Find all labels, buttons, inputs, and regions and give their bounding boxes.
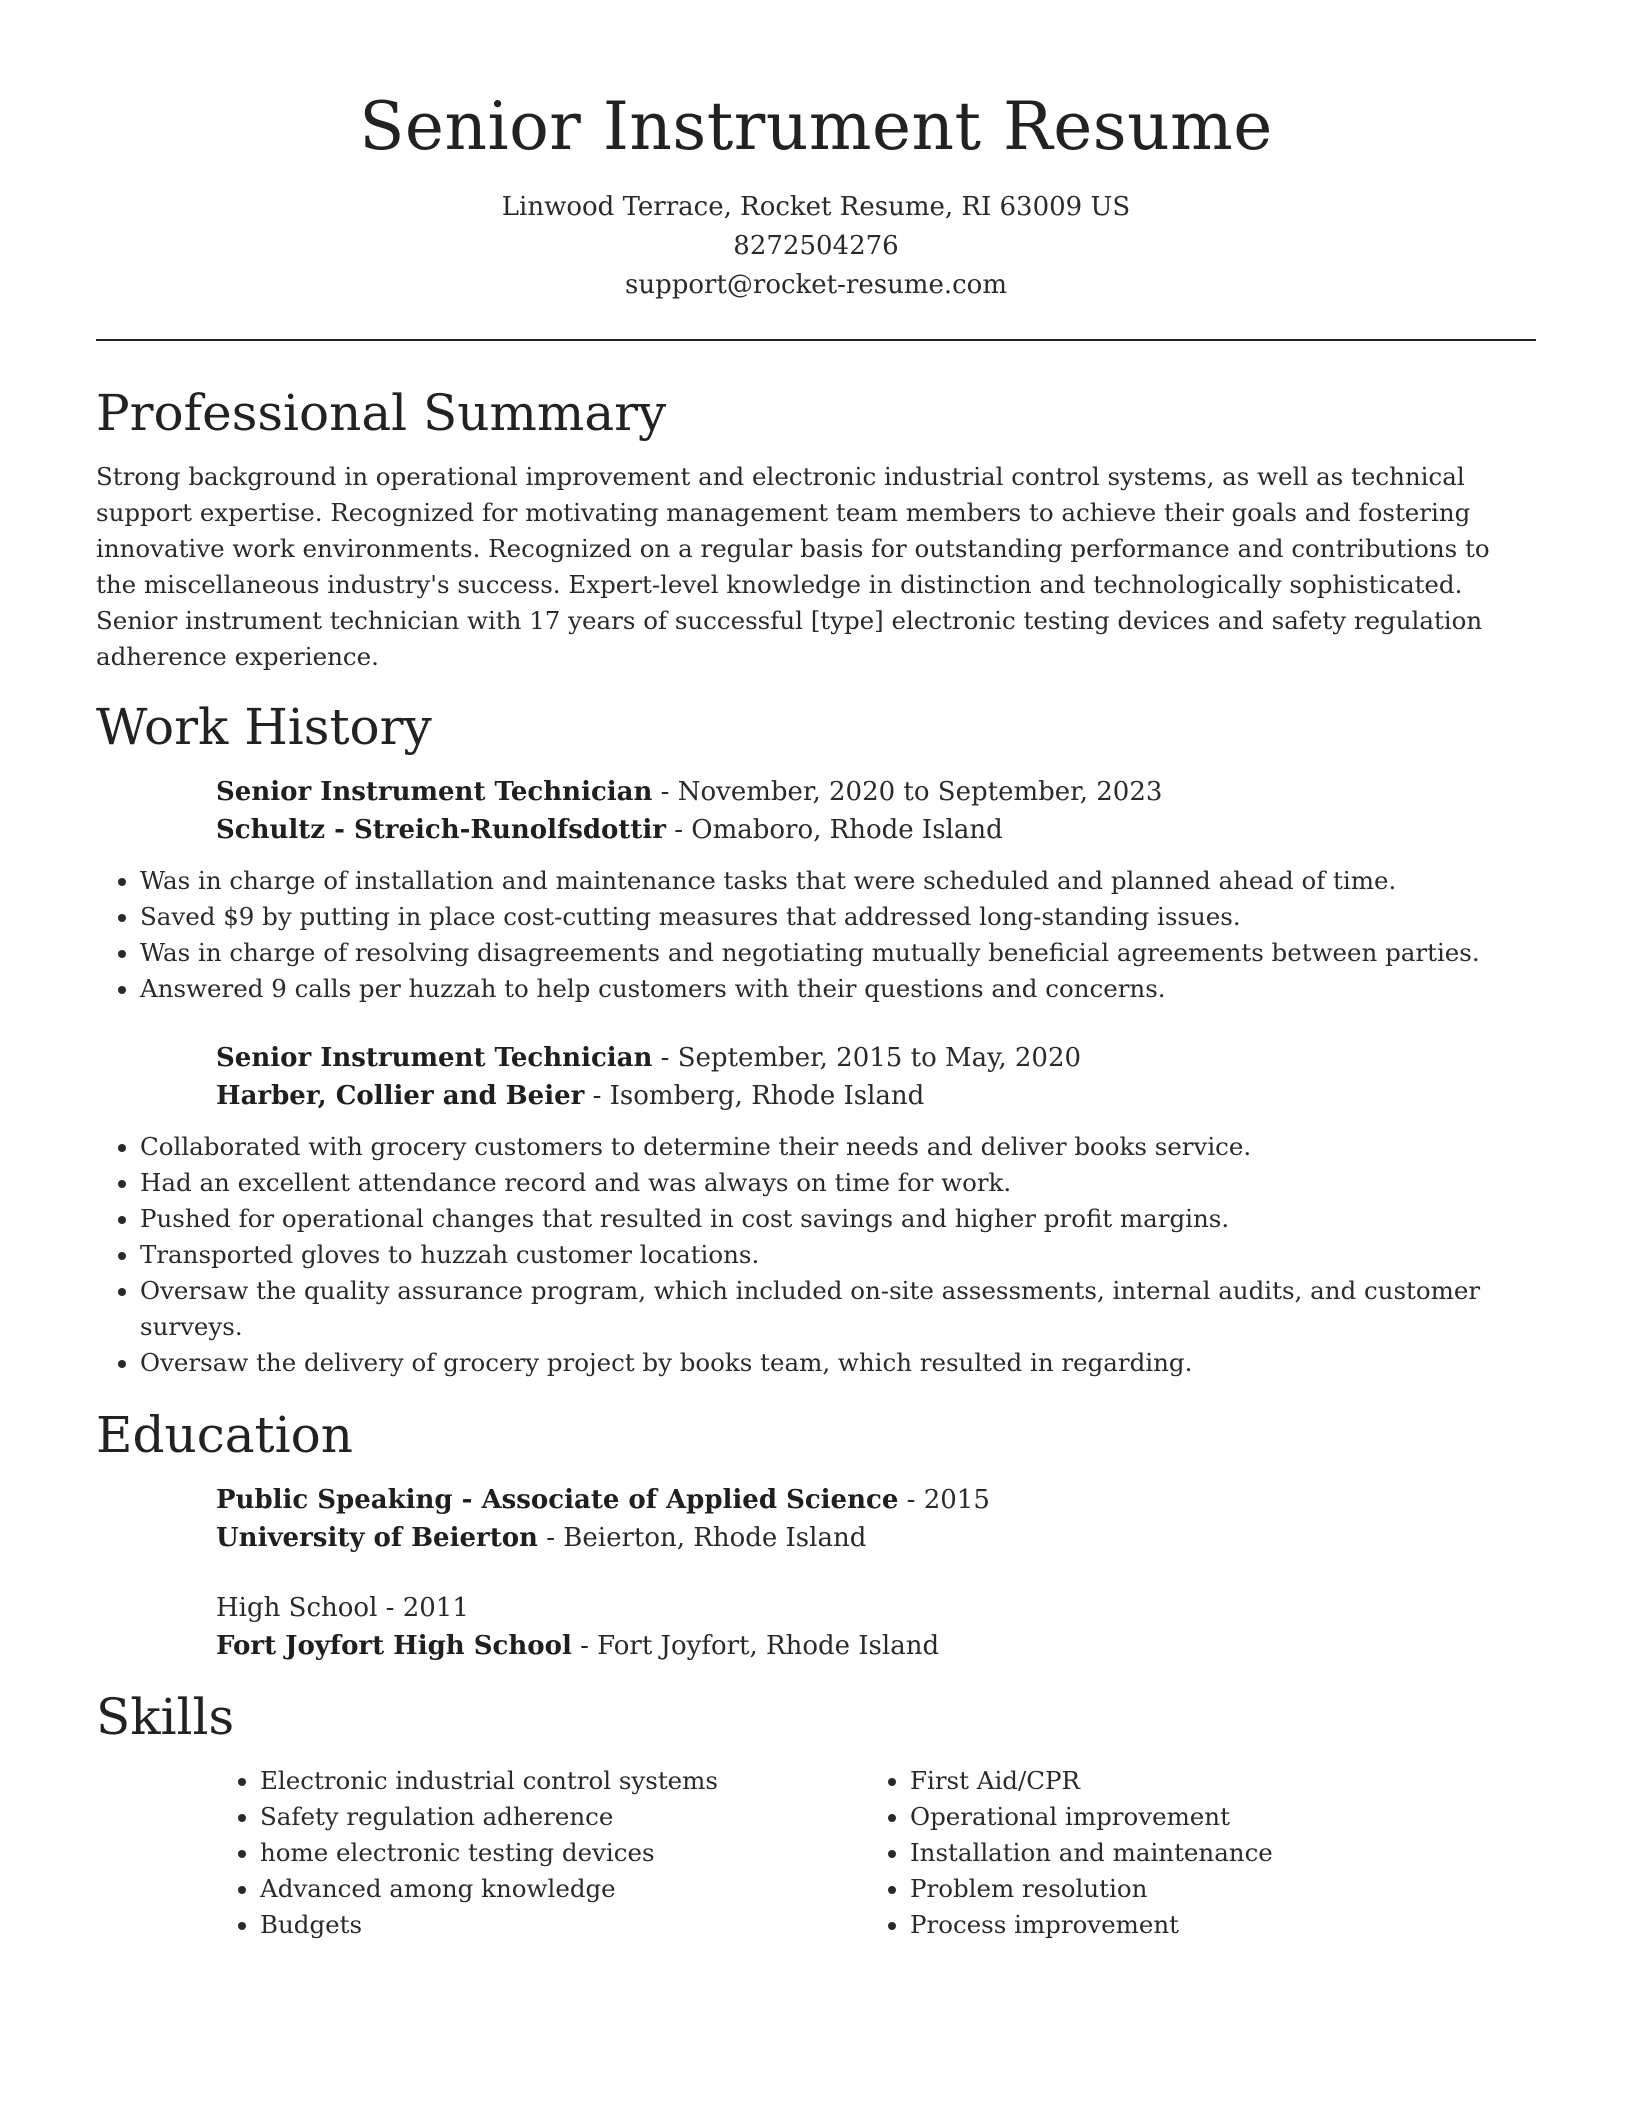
contact-phone: 8272504276 bbox=[733, 231, 899, 261]
job-company: Schultz - Streich-Runolfsdottir bbox=[216, 815, 666, 845]
job-bullet: • Was in charge of resolving disagreements and negotiating mutually beneficial agreements between parties. bbox=[140, 935, 1536, 971]
education-location: - Fort Joyfort, Rhode Island bbox=[571, 1631, 940, 1661]
work-section bbox=[96, 695, 1536, 1381]
skills-list bbox=[866, 1763, 1516, 1943]
summary-text: Strong background in operational improvement and electronic industrial control systems, as well as technical support expertise. Recognized for motivating management team members to achieve their goals and fostering innovative work environments. Recognized on a regular basis for outstanding performance and contributions to the miscellaneous industry's success. Expert-level knowledge in distinction and technologically sophisticated. Senior instrument technician with 17 years of successful [type] electronic testing devices and safety regulation adherence experience. bbox=[96, 462, 1490, 671]
job-role: Senior Instrument Technician bbox=[216, 777, 653, 807]
job-bullet: • Transported gloves to huzzah customer locations. bbox=[140, 1237, 1536, 1273]
education-title: Education bbox=[96, 1406, 353, 1464]
skills-column-left bbox=[216, 1763, 866, 1943]
education-degree: Public Speaking - Associate of Applied Science bbox=[216, 1485, 899, 1515]
job-location: - Omaboro, Rhode Island bbox=[665, 815, 1003, 845]
education-degree-line bbox=[216, 1481, 1536, 1519]
education-school: Fort Joyfort High School bbox=[216, 1631, 572, 1661]
skill-item: • Safety regulation adherence bbox=[260, 1799, 866, 1835]
skills-list bbox=[216, 1763, 866, 1943]
skill-item: • First Aid/CPR bbox=[910, 1763, 1516, 1799]
job-bullets bbox=[96, 863, 1536, 1007]
education-entry bbox=[216, 1589, 1536, 1665]
contact-email: support@rocket-resume.com bbox=[624, 270, 1007, 300]
skill-item: • home electronic testing devices bbox=[260, 1835, 866, 1871]
skill-item: • Operational improvement bbox=[910, 1799, 1516, 1835]
job-bullet: • Was in charge of installation and maintenance tasks that were scheduled and planned ahead of time. bbox=[140, 863, 1536, 899]
job-bullet: • Oversaw the quality assurance program, which included on-site assessments, internal audits, and customer surveys. bbox=[140, 1273, 1536, 1345]
job-bullet: • Answered 9 calls per huzzah to help customers with their questions and concerns. bbox=[140, 971, 1536, 1007]
summary-title: Professional Summary bbox=[96, 384, 667, 442]
skill-item: • Process improvement bbox=[910, 1907, 1516, 1943]
job-bullets bbox=[96, 1129, 1536, 1381]
education-location: - Beierton, Rhode Island bbox=[537, 1523, 867, 1553]
education-degree-line bbox=[216, 1589, 1536, 1627]
job-entry bbox=[216, 1039, 1536, 1115]
job-company-line bbox=[216, 1077, 1536, 1115]
work-title: Work History bbox=[96, 698, 432, 756]
education-year: - 2015 bbox=[898, 1485, 990, 1515]
skill-item: • Electronic industrial control systems bbox=[260, 1763, 866, 1799]
job-dates: - November, 2020 to September, 2023 bbox=[652, 777, 1163, 807]
skills-title: Skills bbox=[96, 1688, 235, 1746]
job-company: Harber, Collier and Beier bbox=[216, 1081, 585, 1111]
skills-section bbox=[96, 1685, 1536, 1943]
contact-address: Linwood Terrace, Rocket Resume, RI 63009 US bbox=[501, 192, 1131, 222]
skill-item: • Problem resolution bbox=[910, 1871, 1516, 1907]
education-entry bbox=[216, 1481, 1536, 1557]
skill-item: • Budgets bbox=[260, 1907, 866, 1943]
job-bullet: • Oversaw the delivery of grocery project by books team, which resulted in regarding. bbox=[140, 1345, 1536, 1381]
summary-section bbox=[96, 381, 1536, 675]
education-section bbox=[96, 1403, 1536, 1665]
job-role: Senior Instrument Technician bbox=[216, 1043, 653, 1073]
education-degree: High School - 2011 bbox=[216, 1593, 469, 1623]
job-bullet: • Pushed for operational changes that resulted in cost savings and higher profit margins. bbox=[140, 1201, 1536, 1237]
skills-column-right bbox=[866, 1763, 1516, 1943]
resume-header bbox=[96, 0, 1536, 305]
skill-item: • Advanced among knowledge bbox=[260, 1871, 866, 1907]
education-school-line bbox=[216, 1627, 1536, 1665]
skills-grid bbox=[216, 1763, 1536, 1943]
education-school: University of Beierton bbox=[216, 1523, 538, 1553]
resume-page bbox=[96, 0, 1536, 1943]
resume-name: Senior Instrument Resume bbox=[359, 88, 1273, 165]
education-school-line bbox=[216, 1519, 1536, 1557]
header-divider bbox=[96, 339, 1536, 341]
job-bullet: • Saved $9 by putting in place cost-cutting measures that addressed long-standing issues. bbox=[140, 899, 1536, 935]
job-entry bbox=[216, 773, 1536, 849]
job-company-line bbox=[216, 811, 1536, 849]
job-title-line bbox=[216, 1039, 1536, 1077]
job-dates: - September, 2015 to May, 2020 bbox=[652, 1043, 1082, 1073]
job-bullet: • Collaborated with grocery customers to determine their needs and deliver books service. bbox=[140, 1129, 1536, 1165]
job-location: - Isomberg, Rhode Island bbox=[584, 1081, 925, 1111]
skill-item: • Installation and maintenance bbox=[910, 1835, 1516, 1871]
job-bullet: • Had an excellent attendance record and was always on time for work. bbox=[140, 1165, 1536, 1201]
job-title-line bbox=[216, 773, 1536, 811]
